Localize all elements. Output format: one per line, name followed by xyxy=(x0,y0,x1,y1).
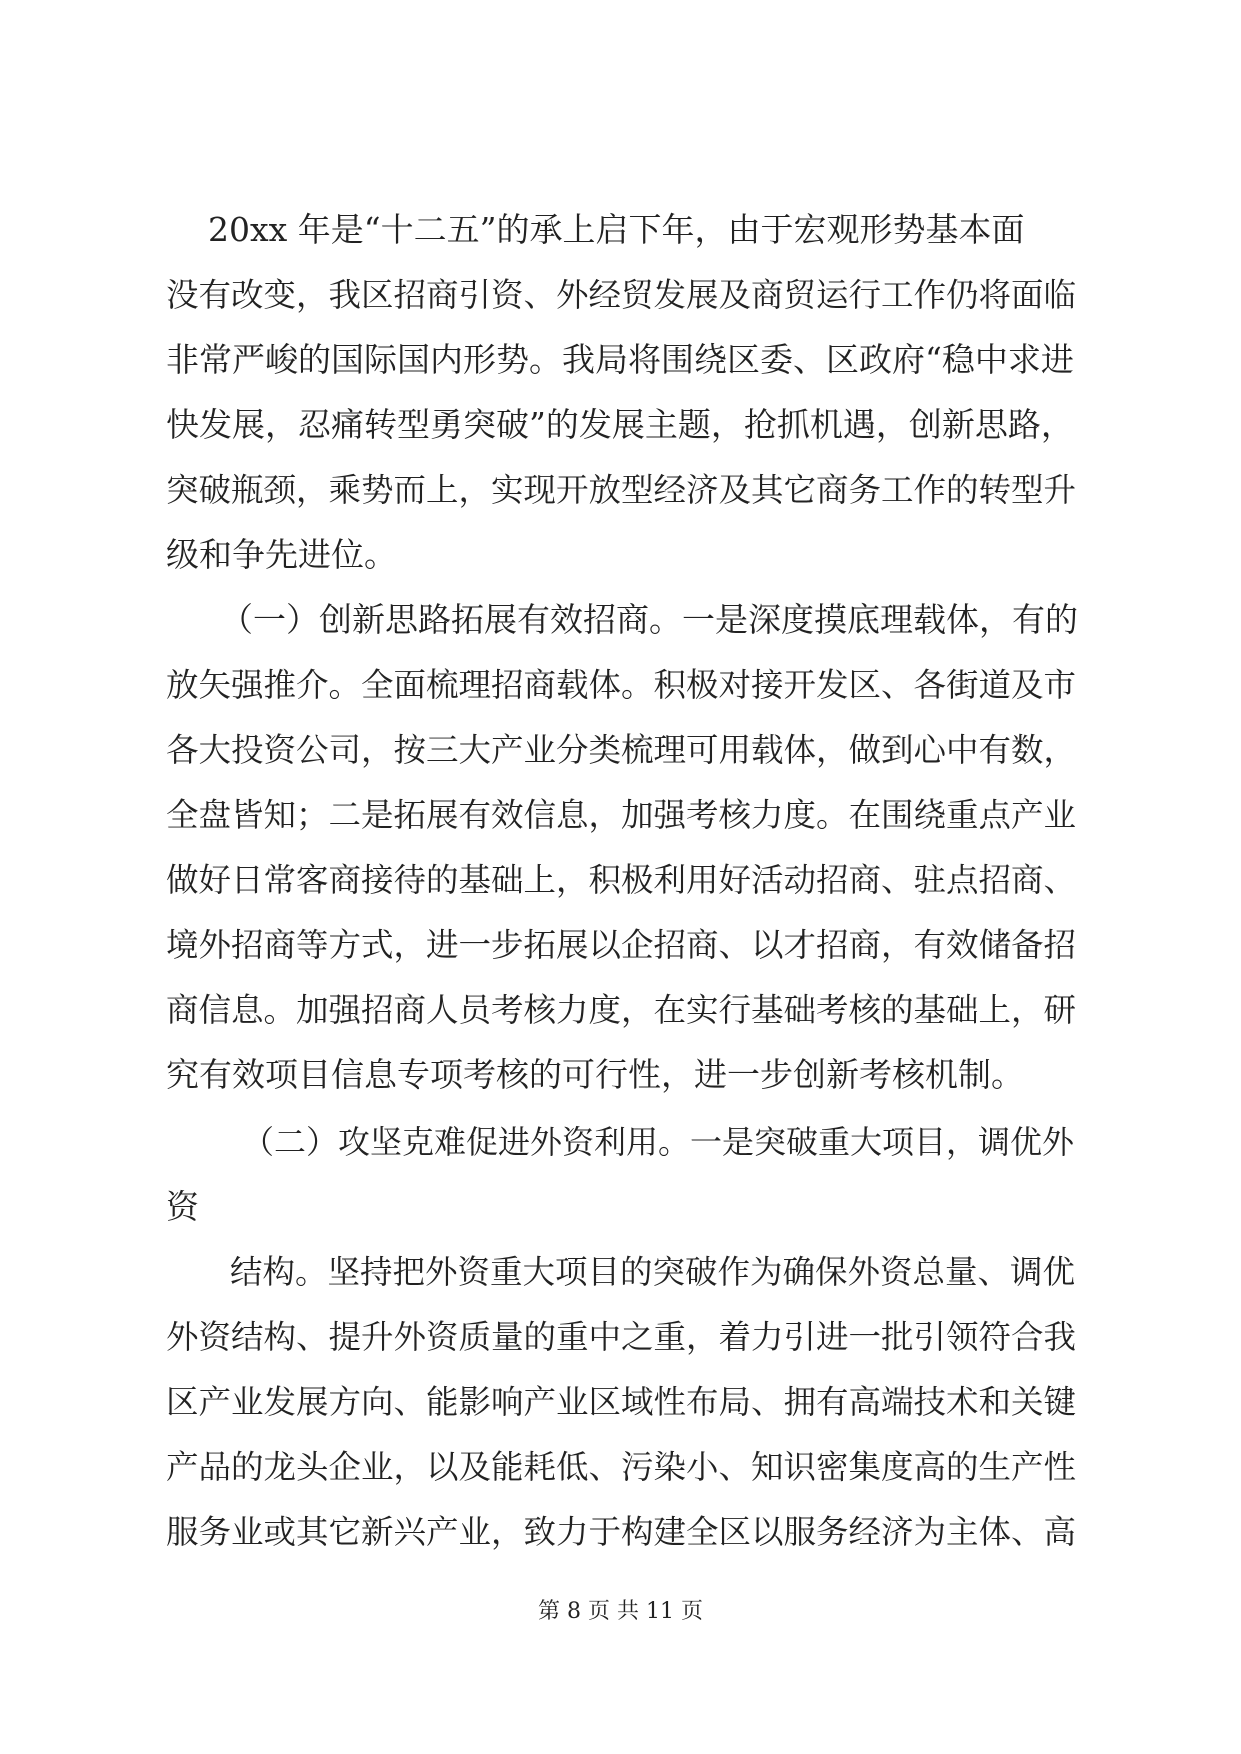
body-text-line: 快发展，忍痛转型勇突破”的发展主题，抢抓机遇，创新思路， xyxy=(166,405,1074,444)
body-text-line: 突破瓶颈，乘势而上，实现开放型经济及其它商务工作的转型升 xyxy=(166,471,1077,509)
body-text-line: 资 xyxy=(166,1187,199,1226)
body-text-line: 境外招商等方式，进一步拓展以企招商、以才招商，有效储备招 xyxy=(166,926,1077,964)
body-text-line: 各大投资公司，按三大产业分类梳理可用载体，做到心中有数， xyxy=(166,731,1077,769)
body-text-line: 20xx 年是“十二五”的承上启下年，由于宏观形势基本面 xyxy=(208,210,1025,249)
body-text-line: 结构。坚持把外资重大项目的突破作为确保外资总量、调优 xyxy=(230,1253,1076,1291)
body-text-line: 放矢强推介。全面梳理招商载体。积极对接开发区、各街道及市 xyxy=(166,666,1077,704)
body-text-line: 没有改变，我区招商引资、外经贸发展及商贸运行工作仍将面临 xyxy=(166,276,1077,314)
body-text-line: （二）攻坚克难促进外资利用。一是突破重大项目，调优外 xyxy=(242,1123,1075,1161)
body-text-line: 全盘皆知；二是拓展有效信息，加强考核力度。在围绕重点产业 xyxy=(166,796,1077,834)
body-text-line: 产品的龙头企业，以及能耗低、污染小、知识密集度高的生产性 xyxy=(166,1448,1077,1486)
body-text-line: 级和争先进位。 xyxy=(166,535,397,574)
body-text-line: 服务业或其它新兴产业，致力于构建全区以服务经济为主体、高 xyxy=(166,1513,1077,1551)
page-number-footer: 第 8 页 共 11 页 xyxy=(538,1599,703,1624)
body-text-line: 做好日常客商接待的基础上，积极利用好活动招商、驻点招商、 xyxy=(166,861,1077,899)
body-text-line: 区产业发展方向、能影响产业区域性布局、拥有高端技术和关键 xyxy=(166,1383,1077,1421)
body-text-line: 究有效项目信息专项考核的可行性，进一步创新考核机制。 xyxy=(166,1055,1024,1094)
body-text-line: 非常严峻的国际国内形势。我局将围绕区委、区政府“稳中求进 xyxy=(166,340,1074,379)
body-text-line: 商信息。加强招商人员考核力度，在实行基础考核的基础上，研 xyxy=(166,991,1077,1029)
body-text-line: （一）创新思路拓展有效招商。一是深度摸底理载体，有的 xyxy=(220,600,1078,639)
body-text-line: 外资结构、提升外资质量的重中之重，着力引进一批引领符合我 xyxy=(166,1318,1077,1356)
